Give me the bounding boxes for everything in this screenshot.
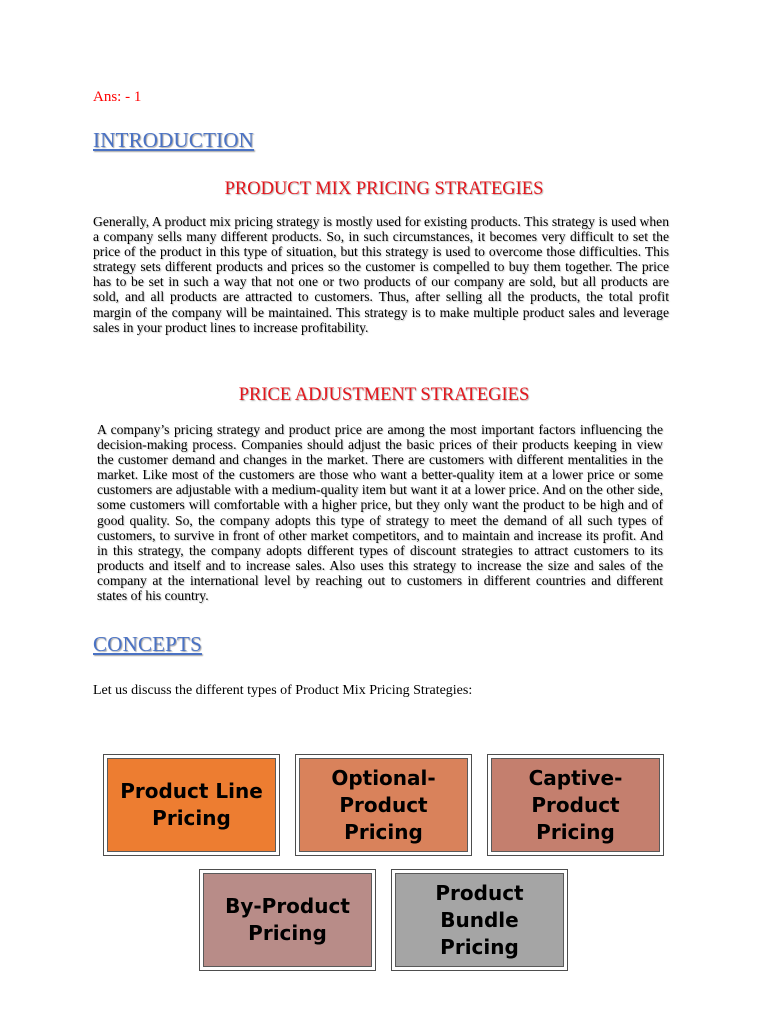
diagram-box-label: Product Line Pricing xyxy=(107,758,276,852)
diagram-box-optional-product xyxy=(295,754,472,856)
answer-label: Ans: - 1 xyxy=(93,89,142,105)
price-adjustment-title: PRICE ADJUSTMENT STRATEGIES xyxy=(238,385,530,405)
concepts-heading: CONCEPTS xyxy=(93,632,202,656)
diagram-box-captive-product xyxy=(487,754,664,856)
price-adjustment-paragraph: A company’s pricing strategy and product price are among the most important factors influencing the decision-making process. Companies should adjust the basic prices of their products keeping in view the customer demand and changes in the market. There are customers with different mentalities in the market. Like most of the customers are those who want a better-quality item at a lower price or some customers are adjustable with a medium-quality item but want it at a lower price. And on the other side, some customers will comfortable with a higher price, but they only want the product to be high and of good quality. So, the company adopts this type of strategy to meet the demand of all such types of customers, to survive in front of other market competitors, and to maintain and increase its profit. And in this strategy, the company adopts different types of discount strategies to attract customers to its products and itself and to increase sales. Also uses this strategy to increase the size and sales of the company at the international level by reaching out to customers in different countries and different states of his country. xyxy=(97,422,663,604)
diagram-box-by-product xyxy=(199,869,376,971)
diagram-box-label: Captive-Product Pricing xyxy=(491,758,660,852)
diagram-box-product-bundle xyxy=(391,869,568,971)
concepts-intro-text: Let us discuss the different types of Product Mix Pricing Strategies: xyxy=(93,683,473,698)
diagram-box-label: Optional-Product Pricing xyxy=(299,758,468,852)
diagram-box-label: By-Product Pricing xyxy=(203,873,372,967)
diagram-box-label: Product Bundle Pricing xyxy=(395,873,564,967)
product-mix-title: PRODUCT MIX PRICING STRATEGIES xyxy=(224,179,544,199)
diagram-box-product-line xyxy=(103,754,280,856)
product-mix-paragraph: Generally, A product mix pricing strategy is mostly used for existing products. This strategy is used when a company sells many different products. So, in such circumstances, it becomes very difficult to set the price of the product in this type of situation, but this strategy is used to overcome those difficulties. This strategy sets different products and prices so the customer is compelled to buy them together. The price has to be set in such a way that not one or two products of our company are sold, but all products are sold, and all products are attracted to customers. Thus, after selling all the products, the total profit margin of the company will be maintained. This strategy is to make multiple product sales and leverage sales in your product lines to increase profitability. xyxy=(93,214,669,335)
introduction-heading: INTRODUCTION xyxy=(93,128,255,152)
